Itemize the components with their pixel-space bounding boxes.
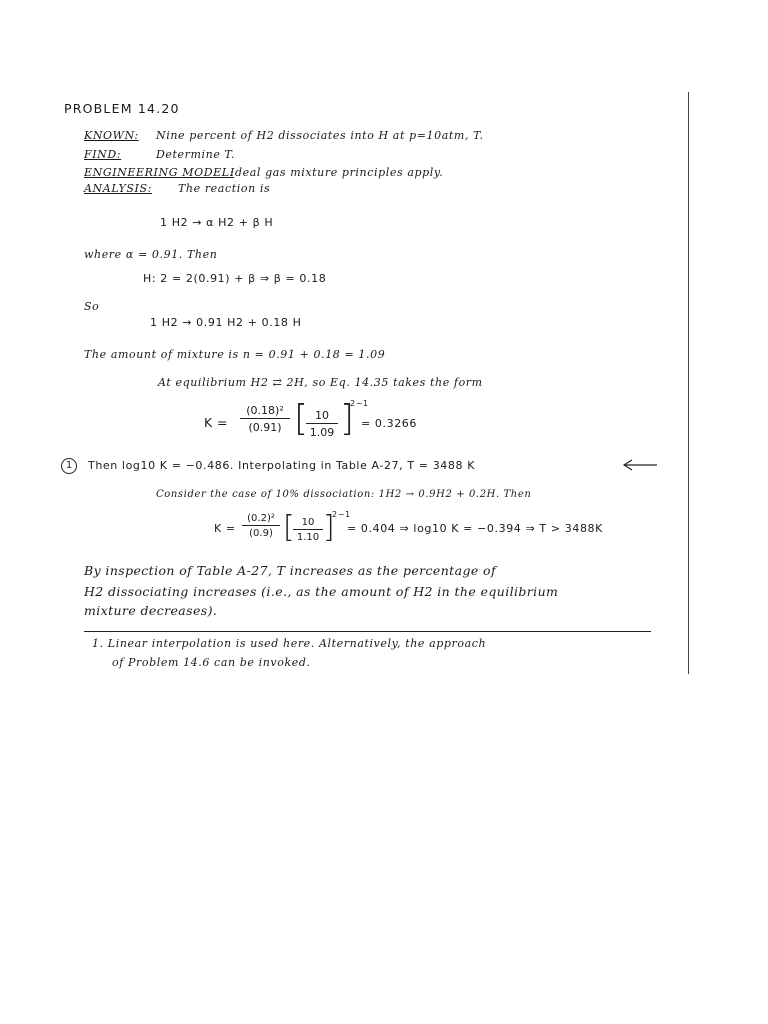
analysis-text: The reaction is [178, 182, 271, 195]
analysis-label: ANALYSIS: [84, 182, 152, 195]
find-text: Determine T. [156, 148, 235, 161]
hydrogen-balance: H: 2 = 2(0.91) + β ⇒ β = 0.18 [143, 272, 327, 285]
known-label: KNOWN: [84, 129, 139, 142]
k-den-1: (0.91) [248, 421, 282, 434]
bracket-close: ] [340, 398, 355, 439]
bracket-open: [ [294, 398, 309, 439]
k2-den-1: (0.9) [249, 528, 273, 539]
k-exponent: 2−1 [350, 399, 369, 408]
equilibrium-text: At equilibrium H2 ⇄ 2H, so Eq. 14.35 takes the form [158, 376, 483, 389]
k-result: = 0.3266 [361, 417, 418, 430]
k2-exponent: 2−1 [332, 510, 351, 519]
inspection-line-2: H2 dissociating increases (i.e., as the amount of H2 in the equilibrium [84, 584, 559, 599]
k-fraction-1 [240, 404, 290, 434]
k-fraction-2 [306, 409, 338, 439]
k-lhs: K = [204, 415, 228, 430]
k2-lhs: K = [214, 522, 236, 535]
model-label: ENGINEERING MODEL: [84, 166, 234, 179]
problem-title: PROBLEM 14.20 [64, 101, 180, 116]
right-margin-line [688, 92, 689, 674]
k2-den-2: 1.10 [296, 532, 320, 543]
k-num-1: (0.18)² [240, 404, 290, 419]
inspection-line-3: mixture decreases). [84, 603, 218, 618]
so-text: So [84, 300, 100, 313]
consider-text: Consider the case of 10% dissociation: 1H2 → 0.9H2 + 0.2H. Then [156, 489, 532, 500]
bracket2-close: ] [323, 510, 335, 545]
inspection-line-1: By inspection of Table A-27, T increases as the percentage of [84, 563, 496, 578]
footnote-line-2: of Problem 14.6 can be invoked. [112, 656, 311, 669]
known-text: Nine percent of H2 dissociates into H at p=10atm, T. [156, 129, 484, 142]
reaction-general: 1 H2 → α H2 + β H [160, 216, 274, 229]
k2-fraction-2 [293, 517, 323, 543]
moles-text: The amount of mixture is n = 0.91 + 0.18 = 1.09 [84, 348, 386, 361]
left-arrow-icon [621, 458, 659, 472]
k2-result: = 0.404 ⇒ log10 K = −0.394 ⇒ T > 3488K [347, 522, 603, 535]
footnote-divider [84, 631, 651, 632]
k2-num-2: 10 [293, 517, 323, 530]
k2-num-1: (0.2)² [242, 513, 280, 526]
k-den-2: 1.09 [309, 426, 335, 439]
bracket2-open: [ [283, 510, 295, 545]
footnote-line-1: 1. Linear interpolation is used here. Alternatively, the approach [92, 637, 487, 650]
where-text: where α = 0.91. Then [84, 248, 218, 261]
model-text: Ideal gas mixture principles apply. [230, 166, 444, 179]
then-line: Then log10 K = −0.486. Interpolating in Table A-27, T = 3488 K [88, 459, 476, 472]
reaction-specific: 1 H2 → 0.91 H2 + 0.18 H [150, 316, 302, 329]
k2-fraction-1 [242, 513, 280, 539]
footnote-marker-circle: 1 [61, 458, 77, 474]
find-label: FIND: [84, 148, 122, 161]
k-num-2: 10 [306, 409, 338, 424]
